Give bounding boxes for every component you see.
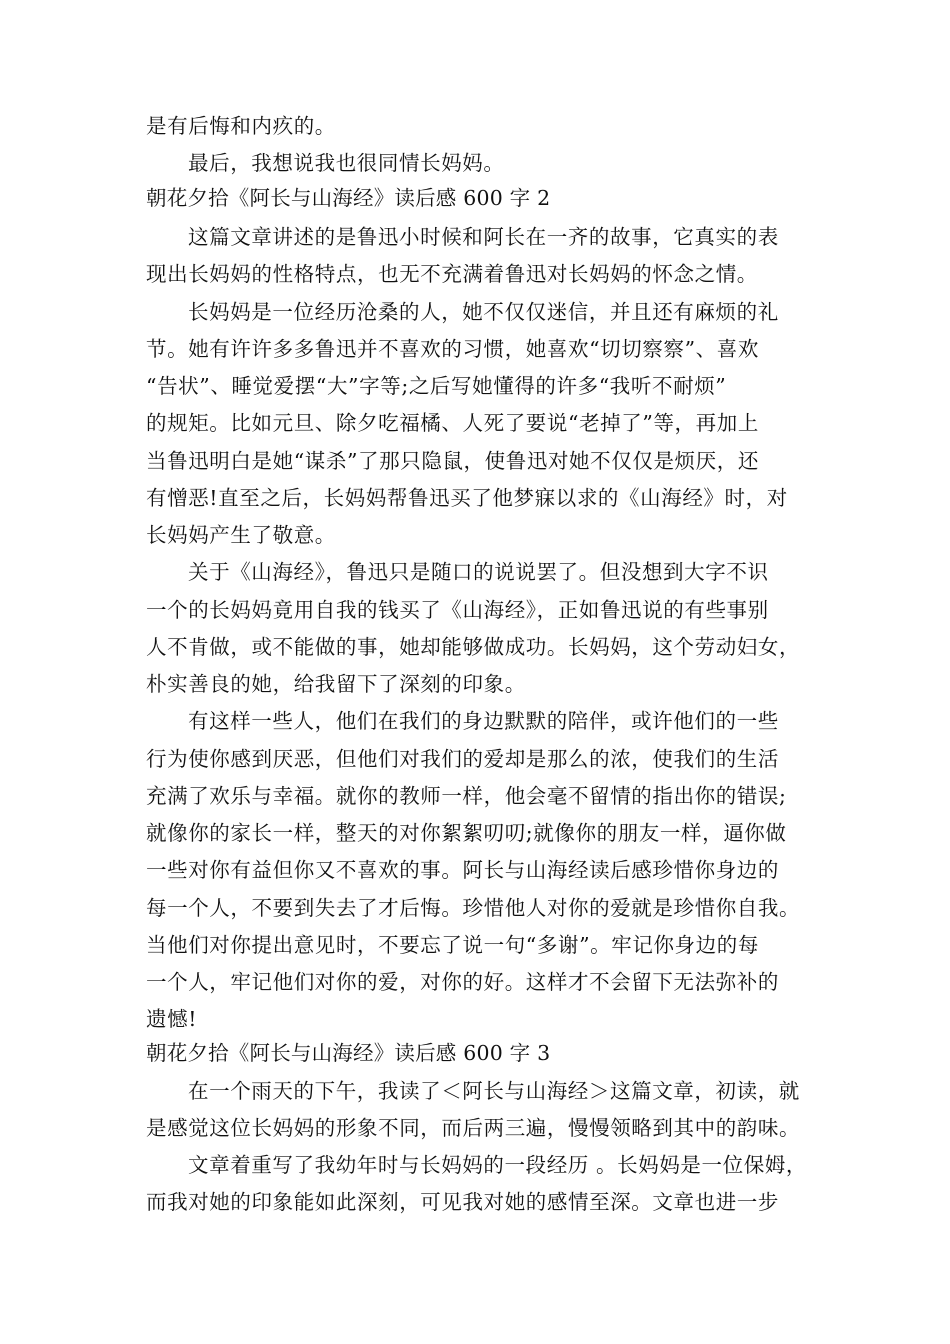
text-line: 每一个人，不要到失去了才后悔。珍惜他人对你的爱就是珍惜你自我。	[146, 896, 801, 920]
text-line: 长妈妈产生了敬意。	[146, 523, 336, 547]
section-heading: 朝花夕拾《阿长与山海经》读后感 600 字 3	[146, 1041, 551, 1065]
text-line: 节。她有许许多多鲁迅并不喜欢的习惯，她喜欢“切切察察”、喜欢	[146, 337, 759, 361]
text-line: 人不肯做，或不能做的事，她却能够做成功。长妈妈，这个劳动妇女，	[146, 635, 801, 659]
text-line: 一个人，牢记他们对你的爱，对你的好。这样才不会留下无法弥补的	[146, 970, 779, 994]
paragraph-first-line: 在一个雨天的下午，我读了＜阿长与山海经＞这篇文章，初读，就	[188, 1079, 800, 1103]
text-line: “告状”、睡觉爱摆“大”字等;之后写她懂得的许多“我听不耐烦”	[146, 374, 727, 398]
text-line: 是有后悔和内疚的。	[146, 114, 336, 138]
text-line: 而我对她的印象能如此深刻，可见我对她的感情至深。文章也进一步	[146, 1190, 779, 1214]
text-line: 朴实善良的她，给我留下了深刻的印象。	[146, 672, 526, 696]
text-line: 遗憾!	[146, 1007, 198, 1031]
paragraph-first-line: 最后，我想说我也很同情长妈妈。	[188, 151, 505, 175]
text-line: 当鲁迅明白是她“谋杀”了那只隐鼠，使鲁迅对她不仅仅是烦厌，还	[146, 449, 759, 473]
paragraph-first-line: 文章着重写了我幼年时与长妈妈的一段经历 。长妈妈是一位保姆，	[188, 1153, 808, 1177]
text-line: 是感觉这位长妈妈的形象不同，而后两三遍，慢慢领略到其中的韵味。	[146, 1116, 801, 1140]
text-line: 当他们对你提出意见时，不要忘了说一句“多谢”。牢记你身边的每	[146, 933, 759, 957]
paragraph-first-line: 长妈妈是一位经历沧桑的人，她不仅仅迷信，并且还有麻烦的礼	[188, 300, 779, 324]
paragraph-first-line: 这篇文章讲述的是鲁迅小时候和阿长在一齐的故事，它真实的表	[188, 225, 779, 249]
paragraph-first-line: 有这样一些人，他们在我们的身边默默的陪伴，或许他们的一些	[188, 709, 779, 733]
text-line: 就像你的家长一样，整天的对你絮絮叨叨;就像你的朋友一样，逼你做	[146, 821, 787, 845]
paragraph-first-line: 关于《山海经》，鲁迅只是随口的说说罢了。但没想到大字不识	[188, 560, 769, 584]
text-line: 现出长妈妈的性格特点，也无不充满着鲁迅对长妈妈的怀念之情。	[146, 262, 758, 286]
text-line: 充满了欢乐与幸福。就你的教师一样，他会毫不留情的指出你的错误;	[146, 784, 787, 808]
text-line: 一些对你有益但你又不喜欢的事。阿长与山海经读后感珍惜你身边的	[146, 858, 779, 882]
text-line: 行为使你感到厌恶，但他们对我们的爱却是那么的浓，使我们的生活	[146, 747, 779, 771]
text-line: 的规矩。比如元旦、除夕吃福橘、人死了要说“老掉了”等，再加上	[146, 411, 759, 435]
text-line: 有憎恶!直至之后，长妈妈帮鲁迅买了他梦寐以求的《山海经》时，对	[146, 486, 788, 510]
text-line: 一个的长妈妈竟用自我的钱买了《山海经》，正如鲁迅说的有些事别	[146, 598, 769, 622]
section-heading: 朝花夕拾《阿长与山海经》读后感 600 字 2	[146, 186, 551, 210]
